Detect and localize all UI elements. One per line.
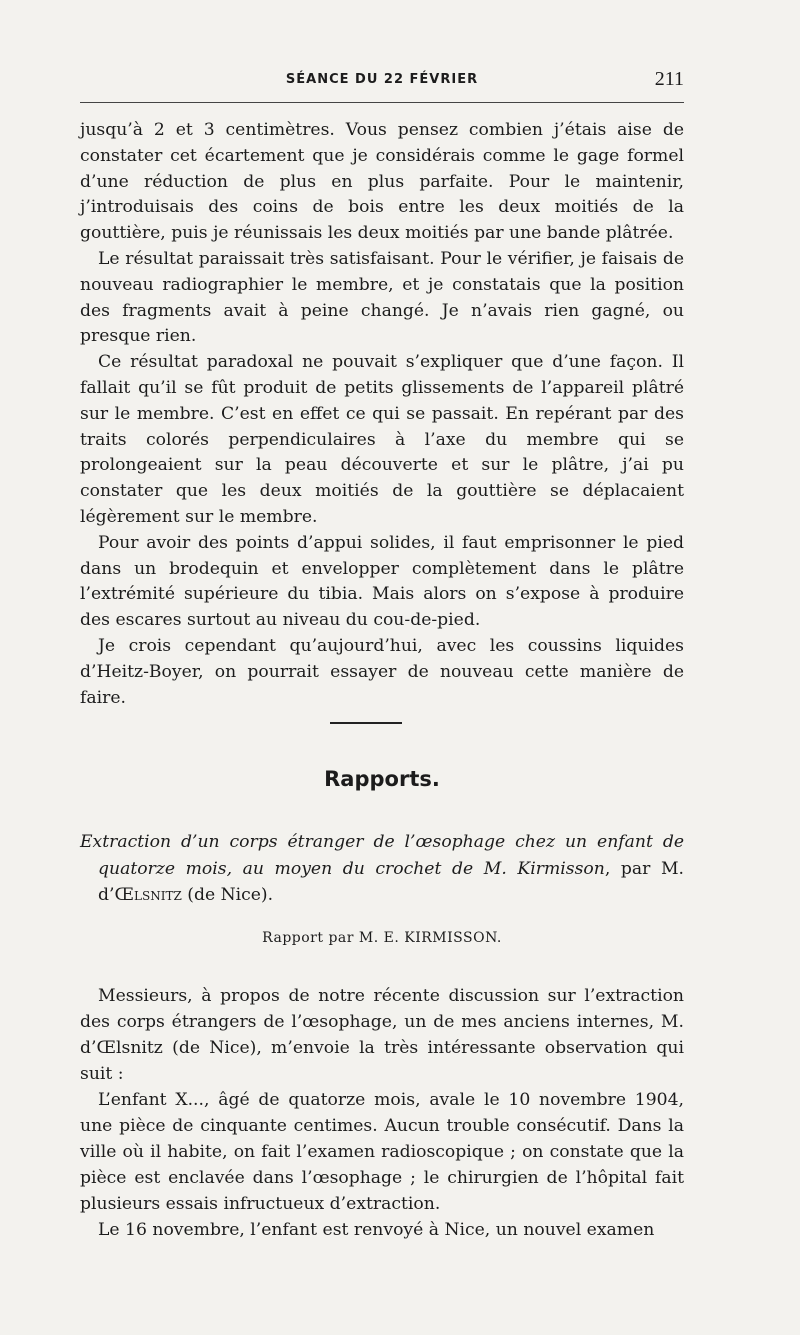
page-number: 211 [654, 68, 684, 90]
paragraph: Pour avoir des points d’appui solides, il faut emprisonner le pied dans un brodequin et envelopper complètement dans le plâtre l’extrémité supérieure du tibia. Mais alors on s’expose à produire des escares surtout au niveau du cou-de-pied. [80, 532, 684, 631]
article-title-italic: Extraction d’un corps étranger de l’œsophage chez un enfant de quatorze mois, au moyen du crochet de M. [80, 832, 684, 879]
paragraph: Messieurs, à propos de notre récente discussion sur l’extraction des corps étrangers de l’œsophage, un de mes anciens internes, M. d’Œlsnitz (de Nice), m’envoie la très intéressante observation qui suit : [80, 986, 684, 1084]
article-title-by: , par M. d’ [98, 858, 685, 905]
paragraph: Ce résultat paradoxal ne pouvait s’expliquer que d’une façon. Il fallait qu’il se fût produit de petits glissements de l’appareil plâtré sur le membre. C’est en effet ce qui se passait. En repérant par des traits colorés perpendiculaires à l’axe du membre qui se prolongeaient sur la peau découverte et sur le plâtre, j’ai pu constater que les deux moitiés de la gouttière se déplacaient légèrement sur le membre. [80, 352, 684, 527]
running-head-title: SÉANCE DU 22 FÉVRIER [285, 72, 479, 87]
body-text-2 [80, 983, 684, 1243]
section-heading: Rapports. [324, 767, 440, 791]
running-header [80, 66, 684, 94]
article-location: (de Nice). [181, 885, 274, 905]
paragraph: Le 16 novembre, l’enfant est renvoyé à Nice, un nouvel examen [98, 1220, 655, 1240]
body-text [80, 118, 684, 711]
rapport-line: Rapport par M. E. KIRMISSON. [262, 930, 502, 946]
paragraph: Je crois cependant qu’aujourd’hui, avec les coussins liquides d’Heitz-Boyer, on pourrait essayer de nouveau cette manière de faire. [80, 635, 684, 708]
paragraph: L’enfant X..., âgé de quatorze mois, avale le 10 novembre 1904, une pièce de cinquante centimes. Aucun trouble consécutif. Dans la ville où il habite, on fait l’examen radioscopique ; on constate que la pièce est enclavée dans l’œsophage ; le chirurgien de l’hôpital fait plusieurs essais infructueux d’extraction. [80, 1090, 684, 1214]
header-rule [80, 102, 684, 103]
article-author: Œlsnitz [114, 885, 182, 905]
article-title-line [80, 829, 684, 909]
article-title-name: Kirmisson [517, 858, 605, 879]
article-title [80, 829, 684, 909]
section-separator [330, 722, 402, 724]
paragraph: Le résultat paraissait très satisfaisant. Pour le vérifier, je faisais de nouveau radiographier le membre, et je constatais que la position des fragments avait à peine changé. Je n’avais rien gagné, ou presque rien. [80, 248, 684, 347]
paragraph: jusqu’à 2 et 3 centimètres. Vous pensez combien j’étais aise de constater cet écartement que je considérais comme le gage formel d’une réduction de plus en plus parfaite. Pour le maintenir, j’introduisais des coins de bois entre les deux moitiés de la gouttière, puis je réunissais les deux moitiés par une bande plâtrée. [80, 120, 684, 244]
